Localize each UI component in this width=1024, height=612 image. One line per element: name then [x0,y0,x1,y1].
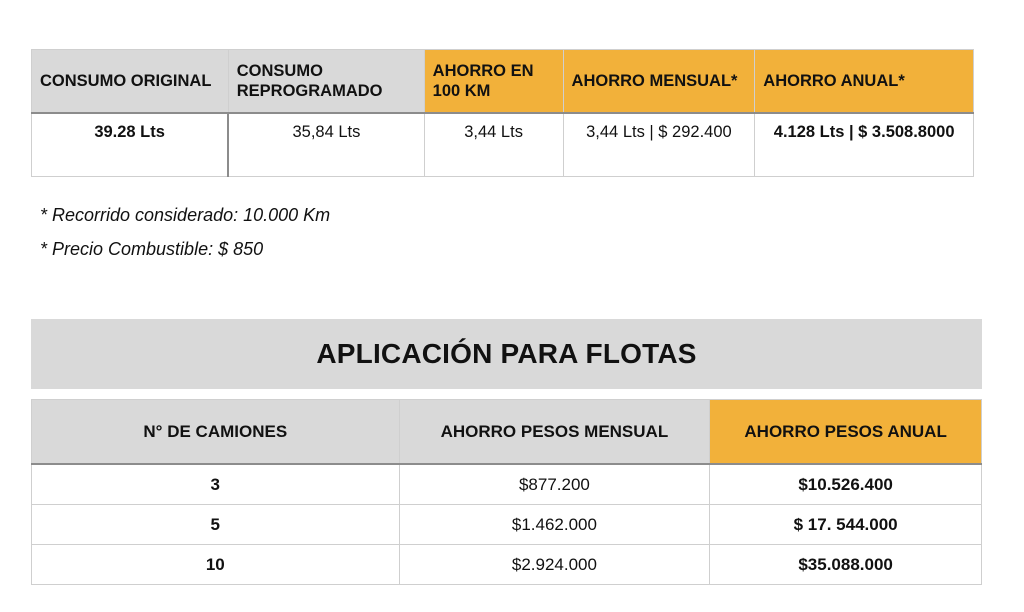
cell-mensual: $877.200 [399,464,710,505]
cell-ahorro-anual: 4.128 Lts | $ 3.508.8000 [755,113,974,177]
note-precio-combustible: * Precio Combustible: $ 850 [40,239,264,259]
table-row [32,464,982,505]
header-consumo-reprogramado: CONSUMO REPROGRAMADO [228,50,424,114]
header-ahorro-100km: AHORRO EN 100 KM [424,50,563,114]
consumo-table [31,49,974,177]
header-ahorro-pesos-anual: AHORRO PESOS ANUAL [710,400,982,465]
cell-consumo-reprogramado: 35,84 Lts [228,113,424,177]
note-recorrido: * Recorrido considerado: 10.000 Km [40,205,331,225]
flotas-table [31,399,982,585]
header-ahorro-pesos-mensual: AHORRO PESOS MENSUAL [399,400,710,465]
cell-mensual: $1.462.000 [399,505,710,545]
consumo-data-row [32,113,974,177]
cell-ahorro-mensual: 3,44 Lts | $ 292.400 [563,113,755,177]
table-row [32,505,982,545]
header-ahorro-anual: AHORRO ANUAL* [755,50,974,114]
cell-ahorro-100km: 3,44 Lts [424,113,563,177]
consumo-header-row [32,50,974,114]
cell-camiones: 5 [32,505,400,545]
cell-anual: $10.526.400 [710,464,982,505]
table-row [32,545,982,585]
flotas-header-row [32,400,982,465]
flotas-title: APLICACIÓN PARA FLOTAS [31,319,982,389]
header-ahorro-mensual: AHORRO MENSUAL* [563,50,755,114]
cell-mensual: $2.924.000 [399,545,710,585]
cell-anual: $35.088.000 [710,545,982,585]
cell-consumo-original: 39.28 Lts [32,113,229,177]
header-consumo-original: CONSUMO ORIGINAL [32,50,229,114]
cell-anual: $ 17. 544.000 [710,505,982,545]
header-camiones: N° DE CAMIONES [32,400,400,465]
cell-camiones: 10 [32,545,400,585]
cell-camiones: 3 [32,464,400,505]
